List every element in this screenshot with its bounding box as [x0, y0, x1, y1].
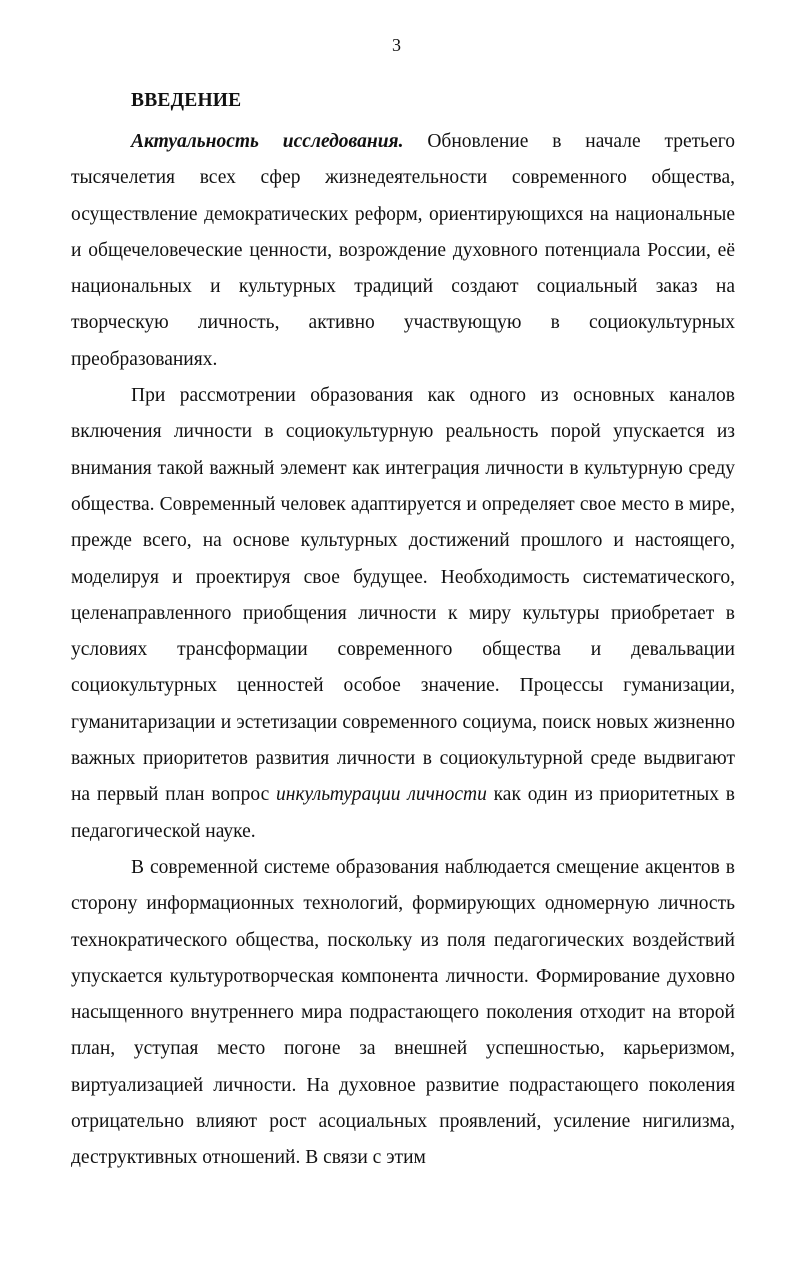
paragraph-education	[71, 378, 735, 850]
page-number: 3	[392, 35, 401, 55]
paragraph-modern-system	[71, 850, 735, 1177]
paragraph-relevance	[71, 124, 735, 378]
section-heading: ВВЕДЕНИЕ	[131, 90, 242, 111]
paragraph-lead: Актуальность исследования.	[131, 131, 404, 152]
emphasized-term: инкультурации личности	[276, 784, 487, 806]
paragraph-text: При рассмотрении образования как одного из основных каналов включения личности в социокультурную реальность порой упускается из внимания такой важный элемент как интеграция личности в культурную среду общества. Современный человек адаптируется и определяет свое место в мире, прежде всего, на основе культурных достижений прошлого и настоящего, моделируя и проектируя свое будущее. Необходимость систематического, целенаправленного приобщения личности к миру культуры приобретает в условиях трансформации современного общества и девальвации социокультурных ценностей особое значение. Процессы гуманизации, гуманитаризации и эстетизации современного социума, поиск новых жизненно важных приоритетов развития личности в социокультурной среде выдвигают на первый план вопрос	[71, 385, 735, 806]
body-text	[71, 124, 735, 1177]
paragraph-text: Обновление в начале третьего тысячелетия всех сфер жизнедеятельности современного общества, осуществление демократических реформ, ориентирующихся на национальные и общечеловеческие ценности, возрождение духовного потенциала России, её национальных и культурных традиций создают социальный заказ на творческую личность, активно участвующую в социокультурных преобразованиях.	[71, 131, 735, 370]
paragraph-text: как один из приоритетных в педагогической науке.	[71, 784, 735, 842]
paragraph-text: В современной системе образования наблюдается смещение акцентов в сторону информационных технологий, формирующих одномерную личность технократического общества, поскольку из поля педагогических воздействий упускается культуротворческая компонента личности. Формирование духовно насыщенного внутреннего мира подрастающего поколения отходит на второй план, уступая место погоне за внешней успешностью, карьеризмом, виртуализацией личности. На духовное развитие подрастающего поколения отрицательно влияют рост асоциальных проявлений, усиление нигилизма, деструктивных отношений. В связи с этим	[71, 856, 735, 1169]
